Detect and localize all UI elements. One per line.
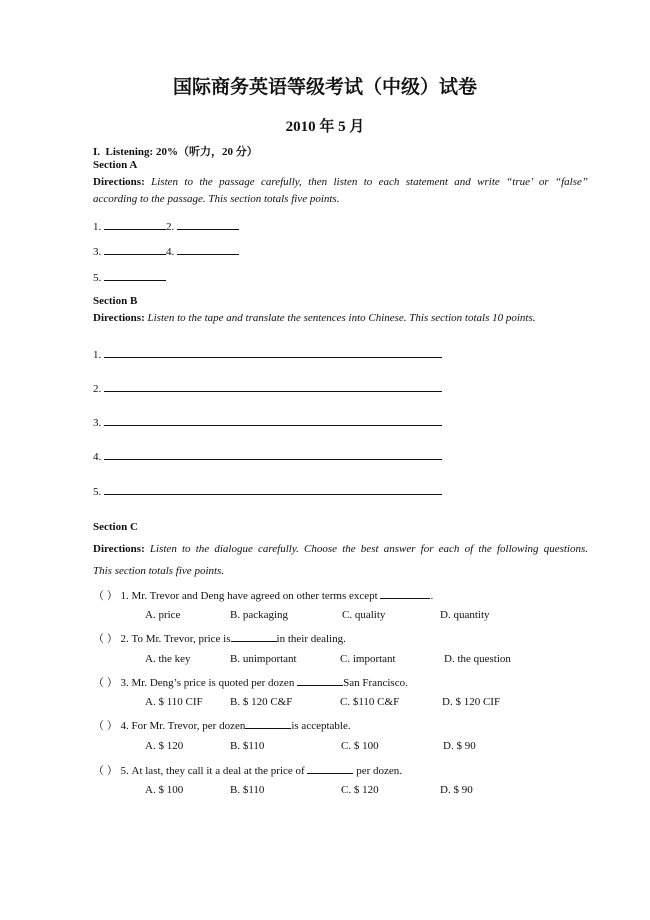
section-c-directions-line2: This section totals five points. bbox=[93, 565, 225, 577]
option[interactable]: C. $110 C&F bbox=[340, 696, 400, 708]
option[interactable]: C. $ 120 bbox=[341, 784, 379, 796]
item-number: 3. bbox=[93, 246, 102, 258]
answer-blank[interactable] bbox=[104, 270, 166, 281]
answer-blank[interactable] bbox=[177, 244, 239, 255]
option[interactable]: B. $110 bbox=[230, 740, 265, 752]
option[interactable]: A. $ 110 CIF bbox=[145, 696, 203, 708]
option[interactable]: C. quality bbox=[342, 609, 386, 621]
section-b-label: Section B bbox=[93, 295, 138, 307]
section-c-label: Section C bbox=[93, 521, 138, 533]
directions-label: Directions: bbox=[93, 312, 145, 324]
question-row bbox=[93, 674, 408, 690]
question-row bbox=[93, 762, 402, 778]
question-row bbox=[93, 630, 346, 646]
option[interactable]: B. packaging bbox=[230, 609, 289, 621]
answer-blank[interactable] bbox=[104, 244, 166, 255]
question-stem-end: in their dealing. bbox=[276, 633, 346, 645]
answer-paren[interactable]: （ ） bbox=[93, 590, 118, 602]
option[interactable]: D. quantity bbox=[440, 609, 490, 621]
section-a-directions-line2: according to the passage. This section totals five points. bbox=[93, 193, 340, 205]
item-number: 2. bbox=[166, 221, 175, 233]
section-a-directions-line1 bbox=[93, 176, 588, 188]
item-number: 2. bbox=[93, 383, 102, 395]
answer-paren[interactable]: （ ） bbox=[93, 677, 118, 689]
option[interactable]: D. the question bbox=[444, 653, 511, 665]
question-row bbox=[93, 717, 351, 733]
answer-blank bbox=[307, 763, 353, 774]
item-number: 1. bbox=[93, 349, 102, 361]
item-number: 5. bbox=[93, 486, 102, 498]
option[interactable]: B. $110 bbox=[230, 784, 265, 796]
translation-blank[interactable] bbox=[104, 484, 442, 495]
section-c-directions-line1 bbox=[93, 543, 588, 555]
question-row bbox=[93, 587, 433, 603]
answer-blank bbox=[231, 631, 277, 642]
page-title: 国际商务英语等级考试（中级）试卷 bbox=[172, 76, 477, 98]
section-a-label: Section A bbox=[93, 159, 138, 171]
item-number: 5. bbox=[93, 272, 102, 284]
part-heading bbox=[93, 143, 258, 159]
answer-paren[interactable]: （ ） bbox=[93, 720, 118, 732]
answer-paren[interactable]: （ ） bbox=[93, 633, 118, 645]
directions-label: Directions: bbox=[93, 543, 145, 555]
option[interactable]: A. $ 100 bbox=[145, 784, 184, 796]
question-stem: 3. Mr. Deng’s price is quoted per dozen bbox=[120, 677, 295, 689]
answer-blank bbox=[380, 588, 430, 599]
item-number: 4. bbox=[93, 451, 102, 463]
answer-paren[interactable]: （ ） bbox=[93, 765, 118, 777]
answer-blank[interactable] bbox=[104, 219, 166, 230]
question-stem: 5. At last, they call it a deal at the price of bbox=[120, 765, 305, 777]
option[interactable]: A. the key bbox=[145, 653, 191, 665]
translation-blank[interactable] bbox=[104, 449, 442, 460]
question-stem-end: . bbox=[430, 590, 434, 602]
option[interactable]: B. unimportant bbox=[230, 653, 297, 665]
translation-row bbox=[93, 449, 442, 463]
option[interactable]: C. $ 100 bbox=[341, 740, 379, 752]
section-a-answer-row bbox=[93, 219, 239, 233]
option[interactable]: D. $ 90 bbox=[443, 740, 476, 752]
question-stem: 4. For Mr. Trevor, per dozen bbox=[120, 720, 246, 732]
question-stem: 1. Mr. Trevor and Deng have agreed on other terms except bbox=[120, 590, 378, 602]
directions-text: Listen to the dialogue carefully. Choose the best answer for each of the following questions. bbox=[149, 543, 589, 555]
section-a-answer-row bbox=[93, 270, 166, 284]
answer-blank[interactable] bbox=[177, 219, 239, 230]
translation-blank[interactable] bbox=[104, 381, 442, 392]
translation-blank[interactable] bbox=[104, 347, 442, 358]
question-stem-end: is acceptable. bbox=[291, 720, 351, 732]
directions-label: Directions: bbox=[93, 176, 145, 188]
question-stem-end: San Francisco. bbox=[343, 677, 408, 689]
translation-row bbox=[93, 415, 442, 429]
directions-text: Listen to the tape and translate the sentences into Chinese. This section totals 10 points. bbox=[147, 312, 536, 324]
section-a-answer-row bbox=[93, 244, 239, 258]
answer-blank bbox=[245, 718, 291, 729]
option[interactable]: D. $ 120 CIF bbox=[442, 696, 501, 708]
translation-row bbox=[93, 484, 442, 498]
option[interactable]: B. $ 120 C&F bbox=[230, 696, 293, 708]
question-stem-end: per dozen. bbox=[356, 765, 402, 777]
part-title: Listening: 20%（听力，20 分） bbox=[105, 146, 258, 158]
directions-text: Listen to the passage carefully, then listen to each statement and write “true’ or “false” bbox=[151, 176, 588, 188]
option[interactable]: A. $ 120 bbox=[145, 740, 184, 752]
option[interactable]: A. price bbox=[145, 609, 181, 621]
translation-row bbox=[93, 381, 442, 395]
item-number: 1. bbox=[93, 221, 102, 233]
exam-date: 2010 年 5 月 bbox=[285, 119, 365, 135]
option[interactable]: C. important bbox=[340, 653, 396, 665]
item-number: 3. bbox=[93, 417, 102, 429]
section-b-directions bbox=[93, 312, 536, 324]
translation-row bbox=[93, 347, 442, 361]
question-stem: 2. To Mr. Trevor, price is bbox=[120, 633, 231, 645]
answer-blank bbox=[297, 675, 343, 686]
translation-blank[interactable] bbox=[104, 415, 442, 426]
item-number: 4. bbox=[166, 246, 175, 258]
option[interactable]: D. $ 90 bbox=[440, 784, 473, 796]
part-number: I. bbox=[93, 146, 101, 158]
